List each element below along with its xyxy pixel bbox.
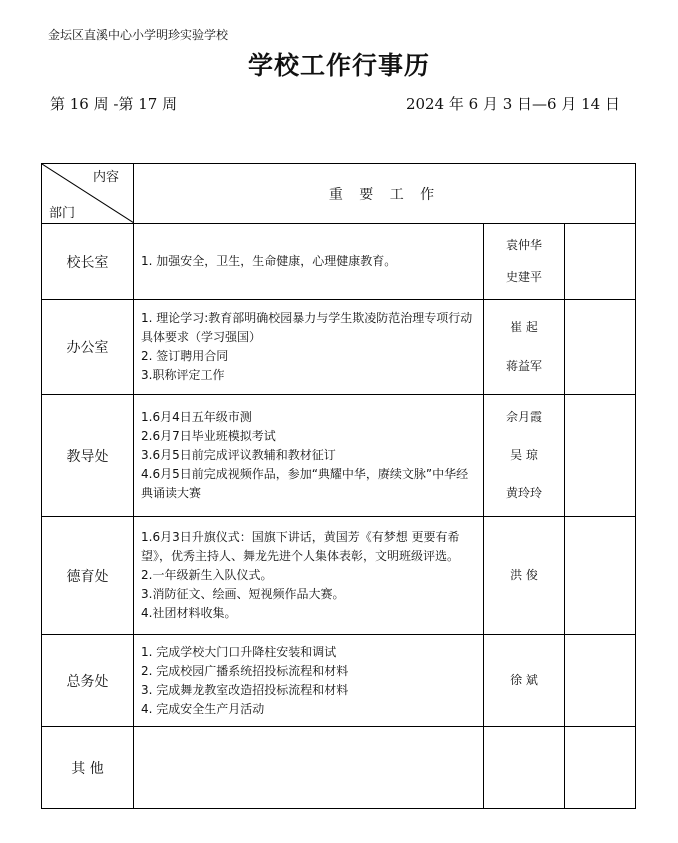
work-item: 3.消防征文、绘画、短视频作品大赛。: [141, 587, 345, 601]
person-name: 袁仲华: [505, 238, 542, 252]
row-general: [42, 635, 636, 727]
work-item: 1. 完成学校大门口升降柱安装和调试: [141, 644, 337, 659]
row-moral: [42, 517, 636, 635]
work-cell: [134, 224, 484, 300]
work-item: 4.6月5日前完成视频作品，参加“典耀中华，赓续文脉”中华经典诵读大赛: [141, 467, 469, 500]
people-cell: [484, 300, 565, 395]
calendar-table: [41, 163, 636, 809]
work-item: 2.6月7日毕业班模拟考试: [141, 429, 276, 443]
header-dept-label: 部门: [49, 206, 76, 221]
people-cell: [484, 224, 565, 300]
work-item: 2. 完成校园广播系统招投标流程和材料: [141, 663, 349, 678]
blank-cell: [565, 727, 636, 809]
person-name: 崔 起: [510, 320, 538, 334]
work-item: 2. 签订聘用合同: [141, 349, 229, 363]
school-name: 金坛区直溪中心小学明珍实验学校: [48, 28, 229, 42]
work-cell: [134, 300, 484, 395]
work-item: 3. 完成舞龙教室改造招投标流程和材料: [141, 682, 349, 697]
row-academic: [42, 395, 636, 517]
person-name: 蒋益军: [505, 359, 542, 373]
header-diagonal-cell: [42, 164, 134, 224]
dept-cell: 教导处: [42, 395, 134, 517]
header-main-work: 重 要 工 作: [134, 164, 636, 224]
dept-cell: 总务处: [42, 635, 134, 727]
work-cell: [134, 727, 484, 809]
work-item: 4. 完成安全生产月活动: [141, 701, 265, 716]
row-principal: [42, 224, 636, 300]
blank-cell: [565, 224, 636, 300]
work-item: 1. 加强安全，卫生，生命健康，心理健康教育。: [141, 254, 397, 268]
work-item: 1.6月3日升旗仪式：国旗下讲话，黄国芳《有梦想 更要有希望》，优秀主持人、舞龙先进个人集体表彰，文明班级评选。: [141, 530, 460, 563]
person-name: 徐 斌: [510, 673, 538, 687]
work-item: 4.社团材料收集。: [141, 606, 237, 620]
work-item: 1.6月4日五年级市测: [141, 410, 252, 424]
blank-cell: [565, 300, 636, 395]
work-item: 2.一年级新生入队仪式。: [141, 568, 273, 582]
work-item: 3.职称评定工作: [141, 368, 225, 382]
work-item: 3.6月5日前完成评议教辅和教材征订: [141, 448, 336, 462]
dept-cell: 校长室: [42, 224, 134, 300]
page-title: 学校工作行事历: [247, 51, 430, 80]
dept-cell: 德育处: [42, 517, 134, 635]
dept-cell: 办公室: [42, 300, 134, 395]
header-content-label: 内容: [92, 170, 119, 185]
person-name: 吴 琼: [510, 448, 538, 462]
people-cell: [484, 635, 565, 727]
work-item: 1. 理论学习:教育部明确校园暴力与学生欺凌防范治理专项行动具体要求（学习强国）: [141, 311, 473, 344]
table-header-row: [42, 164, 636, 224]
row-other: [42, 727, 636, 809]
dept-cell: 其 他: [42, 727, 134, 809]
work-cell: [134, 517, 484, 635]
person-name: 黄玲玲: [505, 486, 542, 500]
work-cell: [134, 395, 484, 517]
person-name: 佘月霞: [505, 410, 542, 424]
people-cell: [484, 727, 565, 809]
person-name: 洪 俊: [510, 568, 538, 582]
blank-cell: [565, 395, 636, 517]
week-range: 第 16 周 -第 17 周: [50, 95, 178, 113]
people-cell: [484, 517, 565, 635]
work-cell: [134, 635, 484, 727]
person-name: 史建平: [505, 270, 542, 284]
blank-cell: [565, 517, 636, 635]
row-office: [42, 300, 636, 395]
blank-cell: [565, 635, 636, 727]
people-cell: [484, 395, 565, 517]
date-range: 2024 年 6 月 3 日—6 月 14 日: [405, 95, 620, 113]
